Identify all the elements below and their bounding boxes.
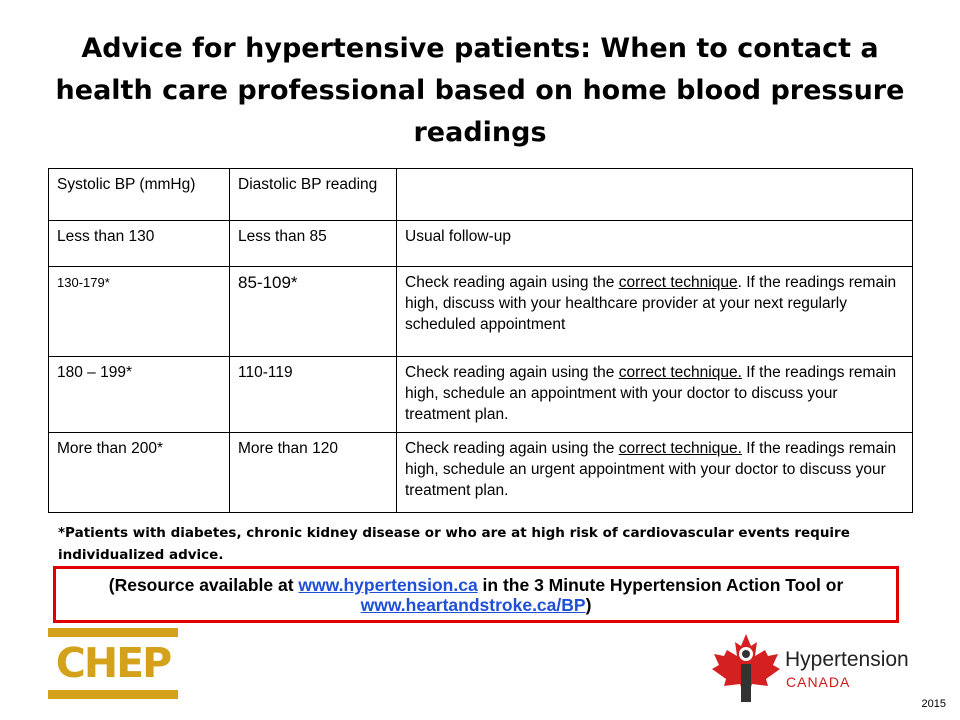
hypertension-canada-logo	[710, 632, 920, 704]
advice-text: If the readings remain high, schedule an appointment with your doctor to discuss your treatment plan.	[405, 364, 897, 423]
correct-technique-link[interactable]: correct technique	[618, 274, 738, 291]
systolic-cell	[49, 267, 230, 357]
chep-logo	[48, 628, 178, 699]
systolic-cell: Less than 130	[49, 221, 230, 267]
table-row	[49, 433, 913, 513]
resource-text: in the 3 Minute Hypertension Action Tool or	[477, 575, 844, 595]
advice-cell	[397, 221, 913, 267]
systolic-value: 130-179*	[57, 275, 110, 290]
chep-logo-top-bar	[48, 628, 178, 637]
diastolic-cell	[230, 267, 397, 357]
bp-advice-table	[48, 168, 913, 513]
table-row	[49, 267, 913, 357]
diastolic-cell: 110-119	[230, 357, 397, 433]
advice-text: Check reading again using the	[405, 274, 619, 291]
correct-technique-link[interactable]: correct technique.	[618, 364, 742, 381]
chep-logo-text: CHEP	[55, 639, 171, 687]
header-advice	[397, 169, 913, 221]
hc-logo-line2: CANADA	[786, 674, 851, 690]
systolic-cell: 180 – 199*	[49, 357, 230, 433]
header-diastolic: Diastolic BP reading	[230, 169, 397, 221]
systolic-cell: More than 200*	[49, 433, 230, 513]
advice-cell	[397, 357, 913, 433]
header-systolic: Systolic BP (mmHg)	[49, 169, 230, 221]
heartandstroke-link[interactable]: www.heartandstroke.ca/BP	[360, 595, 586, 615]
footnote: *Patients with diabetes, chronic kidney disease or who are at high risk of cardiovascular events require individualized advice.	[58, 525, 850, 563]
table-row	[49, 357, 913, 433]
table-row	[49, 221, 913, 267]
advice-text: Check reading again using the	[405, 440, 619, 457]
advice-text: If the readings remain high, schedule an urgent appointment with your doctor to discuss your treatment plan.	[405, 440, 897, 499]
hypertension-ca-link[interactable]: www.hypertension.ca	[298, 575, 478, 595]
page-title: Advice for hypertensive patients: When to contact a health care professional based on home blood pressure readings	[55, 33, 905, 148]
diastolic-cell: More than 120	[230, 433, 397, 513]
advice-text: Check reading again using the	[405, 364, 619, 381]
resource-text: (Resource available at	[108, 575, 299, 595]
year-label: 2015	[921, 698, 946, 710]
resource-box	[53, 566, 899, 623]
advice-cell	[397, 267, 913, 357]
advice-text: . If the readings remain high, discuss with your healthcare provider at your next regularly scheduled appointment	[405, 274, 897, 333]
table-header-row	[49, 169, 913, 221]
diastolic-cell: Less than 85	[230, 221, 397, 267]
correct-technique-link[interactable]: correct technique.	[618, 440, 742, 457]
chep-logo-bottom-bar	[48, 690, 178, 699]
diastolic-value: 85-109*	[238, 273, 298, 292]
resource-text: )	[585, 595, 592, 615]
hc-logo-line1: Hypertension	[785, 648, 909, 671]
advice-cell	[397, 433, 913, 513]
advice-text: Usual follow-up	[405, 228, 511, 245]
maple-leaf-icon	[710, 632, 782, 704]
